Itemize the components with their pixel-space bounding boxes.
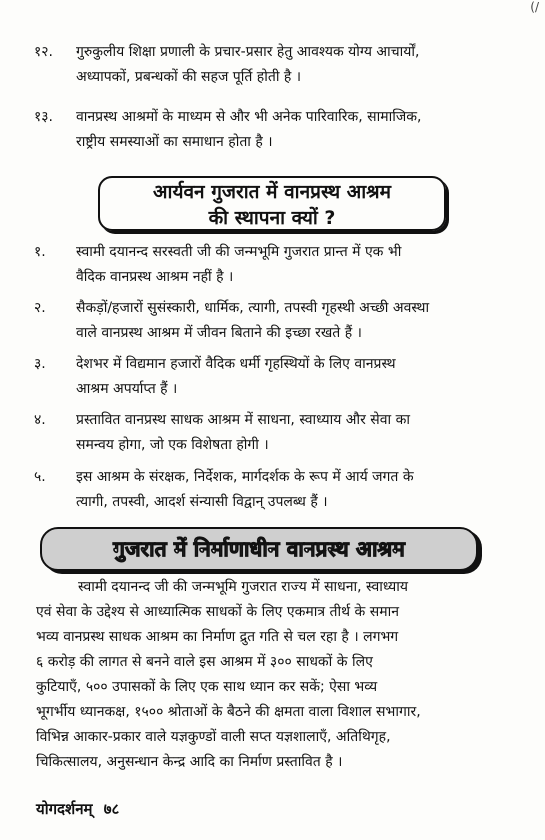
reason-item-1 <box>34 240 514 290</box>
item-text-line: गुरुकुलीय शिक्षा प्रणाली के प्रचार-प्रसार हेतु आवश्यक योग्य आचार्यों, <box>76 44 420 60</box>
item-text-line: आश्रम अपर्याप्त हैं । <box>76 381 178 397</box>
item-number: ४. <box>34 412 46 428</box>
item-text <box>76 352 514 402</box>
item-text-line: वैदिक वानप्रस्थ आश्रम नहीं है । <box>76 269 234 285</box>
item-number: ५. <box>34 469 46 485</box>
item-number: २. <box>34 300 46 316</box>
item-text-line: देशभर में विद्यमान हजारों वैदिक धर्मी गृहस्थियों के लिए वानप्रस्थ <box>76 356 396 372</box>
item-number: ३. <box>34 356 46 372</box>
item-number: १२. <box>34 44 54 60</box>
item-number: १. <box>34 244 46 260</box>
list-item-13 <box>34 105 514 155</box>
item-text <box>76 408 514 458</box>
reason-item-3 <box>34 352 514 402</box>
item-text-line: अध्यापकों, प्रबन्धकों की सहज पूर्ति होती है । <box>76 69 302 85</box>
reason-item-5 <box>34 465 514 515</box>
reason-item-2 <box>34 296 514 346</box>
section-heading-why <box>98 176 446 231</box>
item-number: १३. <box>34 109 54 125</box>
page-corner-mark: (/ <box>530 0 539 14</box>
description-paragraph <box>36 575 514 775</box>
item-text <box>76 40 514 90</box>
paragraph-line: ६ करोड़ की लागत से बनने वाले इस आश्रम में ३०० साधकों के लिए <box>36 654 373 670</box>
heading-line: आर्यवन गुजरात में वानप्रस्थ आश्रम <box>153 181 391 203</box>
item-text <box>76 296 514 346</box>
item-text-line: वाले वानप्रस्थ आश्रम में जीवन बिताने की इच्छा रखते हैं । <box>76 325 362 341</box>
paragraph-line: एवं सेवा के उद्देश्य से आध्यात्मिक साधकों के लिए एकमात्र तीर्थ के समान <box>36 604 399 620</box>
item-text-line: स्वामी दयानन्द सरस्वती जी की जन्मभूमि गुजरात प्रान्त में एक भी <box>76 244 402 260</box>
item-text-line: समन्वय होगा, जो एक विशेषता होगी । <box>76 437 269 453</box>
item-text-line: त्यागी, तपस्वी, आदर्श संन्यासी विद्वान् उपलब्ध हैं । <box>76 494 328 510</box>
paragraph-line: भव्य वानप्रस्थ साधक आश्रम का निर्माण द्रुत गति से चल रहा है । लगभग <box>36 629 399 645</box>
section-heading-under-construction: गुजरात में निर्माणाधीन वानप्रस्थ आश्रम <box>40 527 478 571</box>
item-text-line: वानप्रस्थ आश्रमों के माध्यम से और भी अनेक पारिवारिक, सामाजिक, <box>76 109 422 125</box>
paragraph-line: विभिन्न आकार-प्रकार वाले यज्ञकुण्डों वाली सप्त यज्ञशालाएँ, अतिथिगृह, <box>36 729 391 745</box>
paragraph-line: स्वामी दयानन्द जी की जन्मभूमि गुजरात राज्य में साधना, स्वाध्याय <box>78 579 409 595</box>
item-text <box>76 240 514 290</box>
list-item-12 <box>34 40 514 90</box>
paragraph-line: भूगर्भीय ध्यानकक्ष, १५०० श्रोताओं के बैठने की क्षमता वाला विशाल सभागार, <box>36 704 421 720</box>
item-text-line: प्रस्तावित वानप्रस्थ साधक आश्रम में साधना, स्वाध्याय और सेवा का <box>76 412 410 428</box>
item-text-line: इस आश्रम के संरक्षक, निर्देशक, मार्गदर्शक के रूप में आर्य जगत के <box>76 469 414 485</box>
item-text-line: सैकड़ों/हजारों सुसंस्कारी, धार्मिक, त्यागी, तपस्वी गृहस्थी अच्छी अवस्था <box>76 300 430 316</box>
page-number: ७८ <box>103 800 120 818</box>
item-text-line: राष्ट्रीय समस्याओं का समाधान होता है । <box>76 134 273 150</box>
footer-title: योगदर्शनम् <box>36 800 93 818</box>
paragraph-line: कुटियाएँ, ५०० उपासकों के लिए एक साथ ध्यान कर सकें; ऐसा भव्य <box>36 679 378 695</box>
item-text <box>76 465 514 515</box>
page-footer <box>36 799 119 819</box>
paragraph-line: चिकित्सालय, अनुसन्धान केन्द्र आदि का निर्माण प्रस्तावित है । <box>36 754 343 770</box>
reason-item-4 <box>34 408 514 458</box>
heading-line: की स्थापना क्यों ? <box>208 207 336 229</box>
item-text <box>76 105 514 155</box>
